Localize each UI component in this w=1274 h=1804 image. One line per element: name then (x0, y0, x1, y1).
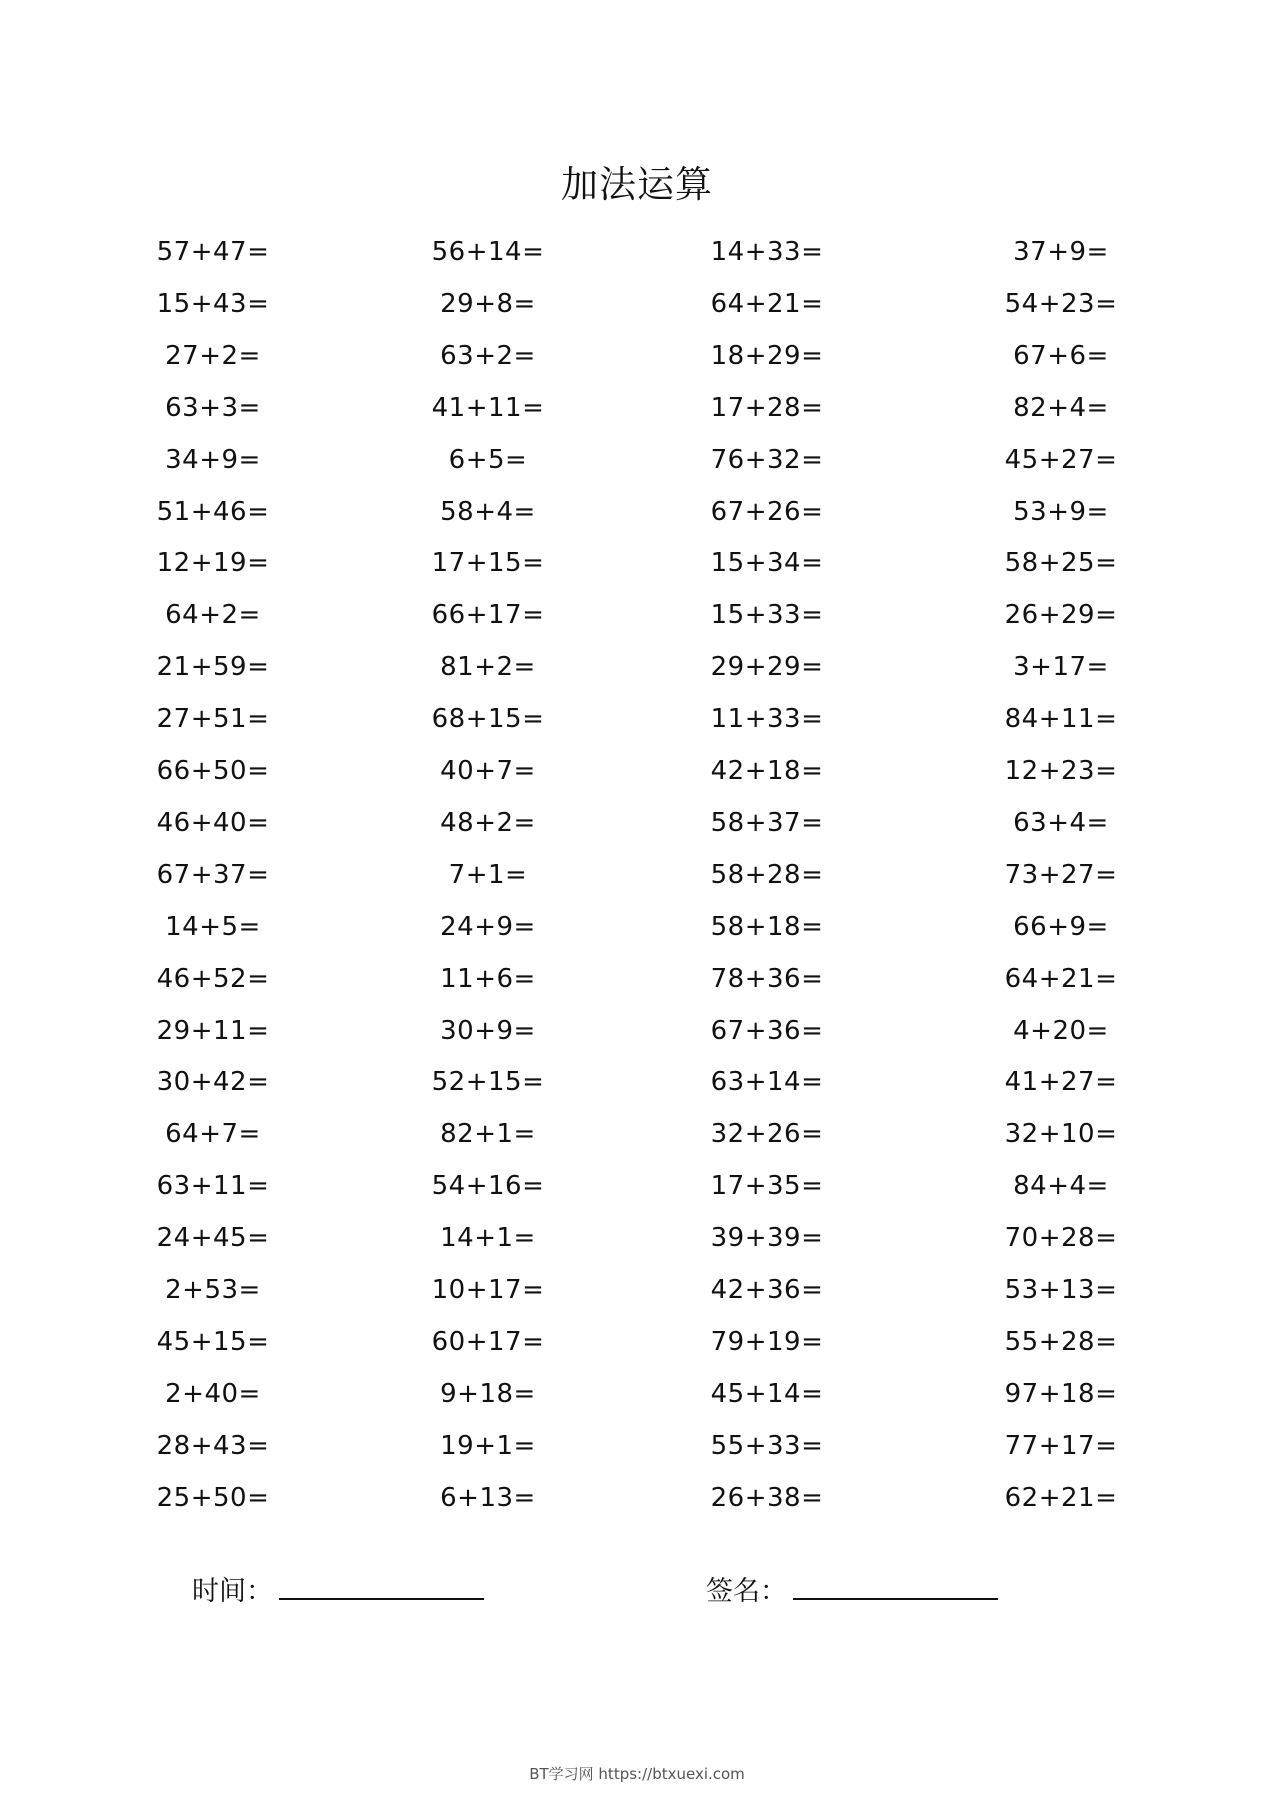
problem-item: 12+23= (1004, 756, 1118, 786)
problem-item: 32+26= (710, 1119, 824, 1149)
problem-item: 63+2= (440, 341, 536, 371)
problem-item: 21+59= (156, 652, 270, 682)
problem-item: 63+14= (710, 1067, 824, 1097)
problem-item: 63+4= (1013, 808, 1109, 838)
problem-item: 55+33= (710, 1431, 824, 1461)
problem-item: 53+13= (1004, 1275, 1118, 1305)
problem-item: 2+40= (165, 1379, 261, 1409)
problem-item: 40+7= (440, 756, 536, 786)
problem-item: 79+19= (710, 1327, 824, 1357)
signature-blank-line (793, 1570, 998, 1600)
problem-item: 15+34= (710, 548, 824, 578)
problem-item: 24+45= (156, 1223, 270, 1253)
problem-item: 14+5= (165, 912, 261, 942)
problem-item: 26+29= (1004, 600, 1118, 630)
problem-item: 51+46= (156, 497, 270, 527)
problem-item: 32+10= (1004, 1119, 1118, 1149)
problem-item: 28+43= (156, 1431, 270, 1461)
problem-item: 64+7= (165, 1119, 261, 1149)
problem-item: 67+26= (710, 497, 824, 527)
problem-item: 29+29= (710, 652, 824, 682)
problem-item: 39+39= (710, 1223, 824, 1253)
problem-item: 24+9= (440, 912, 536, 942)
problem-item: 11+33= (710, 704, 824, 734)
time-field (192, 1570, 484, 1612)
problem-item: 42+36= (710, 1275, 824, 1305)
problem-item: 6+13= (440, 1483, 536, 1513)
problem-item: 78+36= (710, 964, 824, 994)
problem-item: 56+14= (431, 237, 545, 267)
problem-item: 42+18= (710, 756, 824, 786)
problem-item: 9+18= (440, 1379, 536, 1409)
problem-item: 67+6= (1013, 341, 1109, 371)
problem-item: 29+11= (156, 1016, 270, 1046)
problem-item: 70+28= (1004, 1223, 1118, 1253)
problem-item: 15+43= (156, 289, 270, 319)
problem-item: 14+33= (710, 237, 824, 267)
problem-item: 68+15= (431, 704, 545, 734)
problem-item: 54+16= (431, 1171, 545, 1201)
problem-item: 52+15= (431, 1067, 545, 1097)
problem-item: 10+17= (431, 1275, 545, 1305)
problem-item: 84+11= (1004, 704, 1118, 734)
problem-item: 30+42= (156, 1067, 270, 1097)
page-title: 加法运算 (561, 163, 713, 206)
problem-item: 14+1= (440, 1223, 536, 1253)
problem-item: 30+9= (440, 1016, 536, 1046)
problem-item: 11+6= (440, 964, 536, 994)
problem-item: 46+40= (156, 808, 270, 838)
problem-item: 57+47= (156, 237, 270, 267)
watermark: BT学习网 https://btxuexi.com (529, 1765, 745, 1783)
problem-item: 77+17= (1004, 1431, 1118, 1461)
problem-item: 17+35= (710, 1171, 824, 1201)
problem-item: 67+36= (710, 1016, 824, 1046)
problem-item: 6+5= (448, 445, 528, 475)
problem-item: 81+2= (440, 652, 536, 682)
problem-item: 4+20= (1013, 1016, 1109, 1046)
signature-label: 签名： (706, 1576, 787, 1607)
problem-item: 62+21= (1004, 1483, 1118, 1513)
problem-item: 60+17= (431, 1327, 545, 1357)
problem-item: 58+4= (440, 497, 536, 527)
problem-item: 25+50= (156, 1483, 270, 1513)
problem-item: 34+9= (165, 445, 261, 475)
problem-item: 64+21= (1004, 964, 1118, 994)
problem-item: 82+1= (440, 1119, 536, 1149)
problem-item: 29+8= (440, 289, 536, 319)
problem-item: 41+11= (431, 393, 545, 423)
problem-item: 55+28= (1004, 1327, 1118, 1357)
problem-item: 17+15= (431, 548, 545, 578)
problem-item: 63+11= (156, 1171, 270, 1201)
problem-item: 45+15= (156, 1327, 270, 1357)
problem-item: 46+52= (156, 964, 270, 994)
problem-item: 73+27= (1004, 860, 1118, 890)
problem-item: 19+1= (440, 1431, 536, 1461)
problem-item: 3+17= (1013, 652, 1109, 682)
problem-item: 27+51= (156, 704, 270, 734)
problem-item: 26+38= (710, 1483, 824, 1513)
problem-item: 45+14= (710, 1379, 824, 1409)
problem-item: 63+3= (165, 393, 261, 423)
problem-item: 64+2= (165, 600, 261, 630)
problem-item: 58+25= (1004, 548, 1118, 578)
problem-item: 58+28= (710, 860, 824, 890)
problem-item: 64+21= (710, 289, 824, 319)
problem-item: 58+18= (710, 912, 824, 942)
problem-item: 48+2= (440, 808, 536, 838)
problem-item: 67+37= (156, 860, 270, 890)
problem-item: 66+50= (156, 756, 270, 786)
problem-item: 84+4= (1013, 1171, 1109, 1201)
problem-item: 17+28= (710, 393, 824, 423)
problem-item: 18+29= (710, 341, 824, 371)
problem-item: 45+27= (1004, 445, 1118, 475)
problem-item: 82+4= (1013, 393, 1109, 423)
problem-item: 53+9= (1013, 497, 1109, 527)
problem-item: 41+27= (1004, 1067, 1118, 1097)
problem-item: 58+37= (710, 808, 824, 838)
problem-item: 37+9= (1013, 237, 1109, 267)
problem-item: 66+9= (1013, 912, 1109, 942)
problem-item: 2+53= (165, 1275, 261, 1305)
time-label: 时间： (192, 1576, 273, 1607)
problem-item: 76+32= (710, 445, 824, 475)
problem-item: 54+23= (1004, 289, 1118, 319)
problem-item: 12+19= (156, 548, 270, 578)
problem-item: 27+2= (165, 341, 261, 371)
signature-field (706, 1570, 998, 1612)
problem-item: 7+1= (448, 860, 528, 890)
problem-item: 66+17= (431, 600, 545, 630)
problem-item: 97+18= (1004, 1379, 1118, 1409)
time-blank-line (279, 1570, 484, 1600)
problem-item: 15+33= (710, 600, 824, 630)
